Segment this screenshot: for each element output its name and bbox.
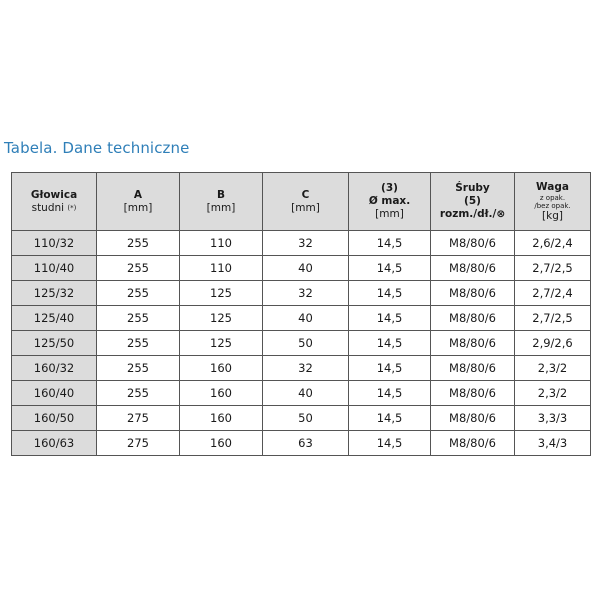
cell-b: 160	[180, 431, 263, 456]
cell-screws: M8/80/6	[431, 256, 515, 281]
header-label: Waga	[536, 180, 569, 193]
table-row	[12, 306, 591, 331]
cell-weight: 2,7/2,4	[515, 281, 591, 306]
cell-c: 32	[263, 231, 349, 256]
header-head-model	[12, 173, 97, 231]
table-row	[12, 356, 591, 381]
cell-model: 125/32	[12, 281, 97, 306]
header-label: C	[301, 188, 310, 201]
cell-b: 160	[180, 381, 263, 406]
header-unit: [mm]	[291, 201, 320, 214]
cell-screws: M8/80/6	[431, 231, 515, 256]
cell-c: 32	[263, 356, 349, 381]
header-label: Ø max.	[368, 195, 411, 207]
header-unit: [mm]	[375, 208, 404, 220]
cell-model: 110/32	[12, 231, 97, 256]
cell-screws: M8/80/6	[431, 331, 515, 356]
cell-c: 63	[263, 431, 349, 456]
header-note: /bez opak.	[534, 201, 571, 210]
header-diameter-max	[349, 173, 431, 231]
cell-b: 110	[180, 256, 263, 281]
table-body	[12, 231, 591, 456]
header-unit: [kg]	[542, 209, 563, 222]
cell-screws: M8/80/6	[431, 281, 515, 306]
cell-c: 40	[263, 306, 349, 331]
cell-c: 40	[263, 381, 349, 406]
cell-b: 125	[180, 281, 263, 306]
cell-weight: 2,6/2,4	[515, 231, 591, 256]
cell-c: 50	[263, 331, 349, 356]
table-row	[12, 381, 591, 406]
cell-screws: M8/80/6	[431, 406, 515, 431]
cell-diameter-max: 14,5	[349, 256, 431, 281]
header-a	[97, 173, 180, 231]
cell-a: 255	[97, 281, 180, 306]
cell-diameter-max: 14,5	[349, 381, 431, 406]
header-unit: [mm]	[123, 201, 153, 214]
header-label: B	[216, 188, 225, 201]
header-c	[263, 173, 349, 231]
cell-b: 160	[180, 406, 263, 431]
cell-weight: 3,3/3	[515, 406, 591, 431]
header-weight	[515, 173, 591, 231]
page-title: Tabela. Dane techniczne	[4, 139, 190, 157]
table-row	[12, 281, 591, 306]
header-label: Głowica	[30, 188, 78, 201]
cell-diameter-max: 14,5	[349, 431, 431, 456]
table-row	[12, 256, 591, 281]
cell-weight: 2,3/2	[515, 356, 591, 381]
header-label: Śruby	[455, 182, 490, 194]
cell-diameter-max: 14,5	[349, 331, 431, 356]
header-label: A	[133, 188, 143, 201]
cell-screws: M8/80/6	[431, 431, 515, 456]
header-note: z opak.	[539, 193, 566, 202]
cell-c: 40	[263, 256, 349, 281]
technical-data-table	[11, 172, 591, 456]
cell-diameter-max: 14,5	[349, 356, 431, 381]
cell-model: 125/50	[12, 331, 97, 356]
cell-model: 160/50	[12, 406, 97, 431]
cell-a: 255	[97, 306, 180, 331]
table-row	[12, 406, 591, 431]
header-unit: [mm]	[206, 201, 236, 214]
cell-weight: 2,7/2,5	[515, 256, 591, 281]
cell-weight: 2,3/2	[515, 381, 591, 406]
cell-diameter-max: 14,5	[349, 281, 431, 306]
header-label: (3)	[381, 182, 398, 194]
cell-c: 50	[263, 406, 349, 431]
header-label: studni	[31, 201, 65, 214]
cell-diameter-max: 14,5	[349, 231, 431, 256]
cell-weight: 2,9/2,6	[515, 331, 591, 356]
cell-model: 160/40	[12, 381, 97, 406]
cell-b: 125	[180, 306, 263, 331]
table-row	[12, 331, 591, 356]
cell-a: 255	[97, 231, 180, 256]
footnote-marker: (*)	[67, 203, 77, 212]
cell-a: 275	[97, 406, 180, 431]
cell-model: 125/40	[12, 306, 97, 331]
header-b	[180, 173, 263, 231]
header-screws	[431, 173, 515, 231]
cell-screws: M8/80/6	[431, 356, 515, 381]
table-header-row	[12, 173, 591, 231]
cell-weight: 2,7/2,5	[515, 306, 591, 331]
cell-a: 255	[97, 256, 180, 281]
cell-a: 255	[97, 356, 180, 381]
cell-screws: M8/80/6	[431, 306, 515, 331]
header-unit: rozm./dł./⊗	[439, 208, 506, 220]
cell-c: 32	[263, 281, 349, 306]
cell-b: 160	[180, 356, 263, 381]
cell-a: 255	[97, 331, 180, 356]
cell-model: 160/63	[12, 431, 97, 456]
cell-b: 110	[180, 231, 263, 256]
cell-diameter-max: 14,5	[349, 406, 431, 431]
table-row	[12, 431, 591, 456]
cell-b: 125	[180, 331, 263, 356]
cell-model: 160/32	[12, 356, 97, 381]
cell-weight: 3,4/3	[515, 431, 591, 456]
cell-screws: M8/80/6	[431, 381, 515, 406]
table-row	[12, 231, 591, 256]
cell-diameter-max: 14,5	[349, 306, 431, 331]
cell-a: 275	[97, 431, 180, 456]
cell-a: 255	[97, 381, 180, 406]
cell-model: 110/40	[12, 256, 97, 281]
header-label: (5)	[464, 195, 481, 207]
